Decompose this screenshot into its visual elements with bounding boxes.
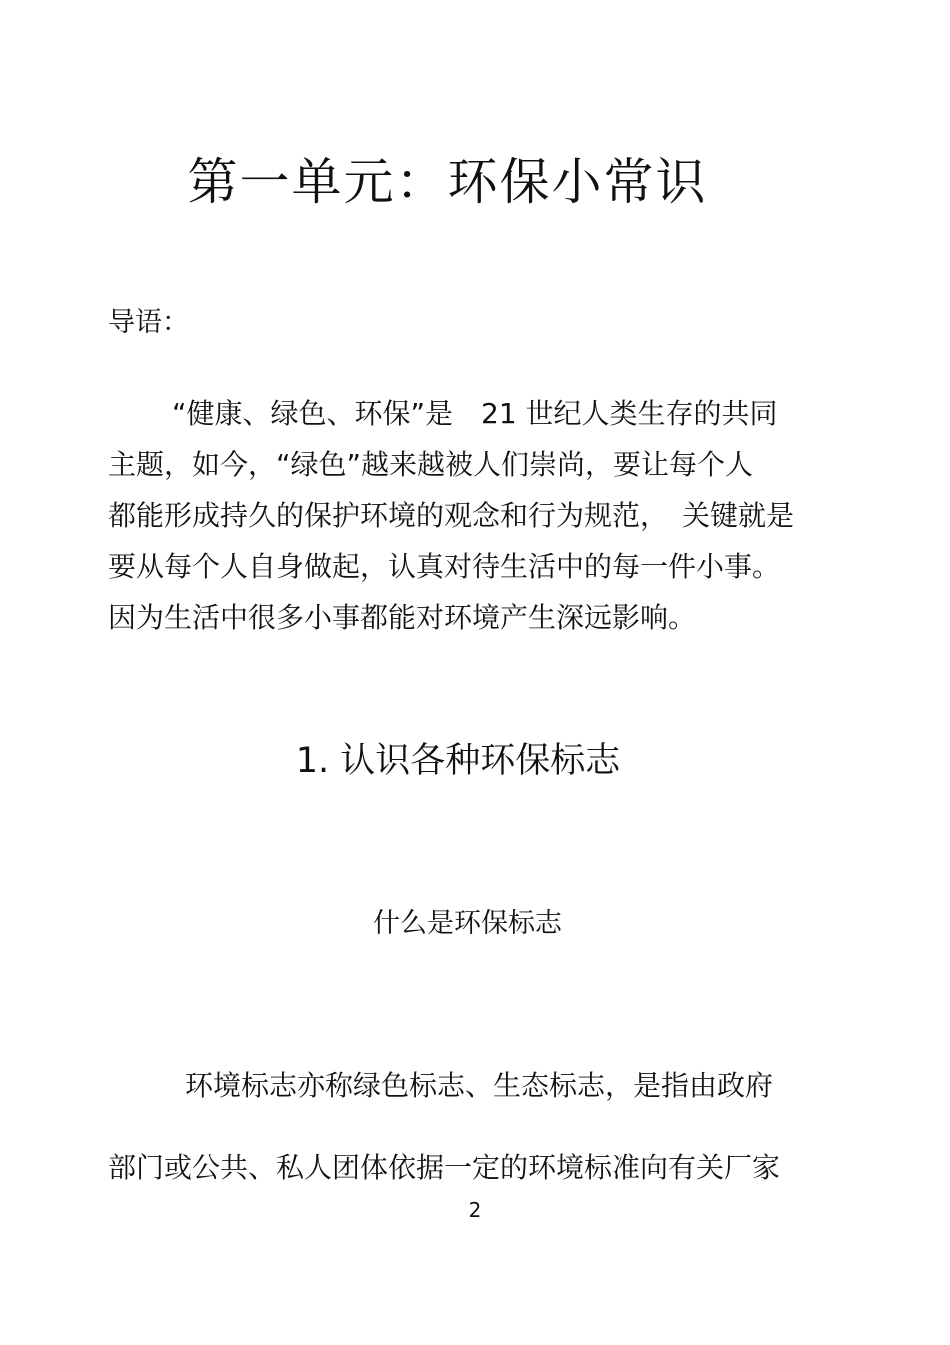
body-line: 环境标志亦称绿色标志、生态标志，是指由政府 xyxy=(185,1069,774,1102)
intro-line: 都能形成持久的保护环境的观念和行为规范， 关键就是 xyxy=(108,499,795,532)
intro-line: “健康、绿色、环保”是 21 世纪人类生存的共同 xyxy=(172,397,778,430)
subheading: 什么是环保标志 xyxy=(373,908,562,939)
intro-label: 导语： xyxy=(108,307,189,338)
intro-paragraph xyxy=(108,388,848,643)
section-heading: 1. 认识各种环保标志 xyxy=(295,741,621,781)
intro-line: 要从每个人自身做起，认真对待生活中的每一件小事。 xyxy=(108,550,781,583)
page-number: 2 xyxy=(468,1198,482,1222)
intro-line: 因为生活中很多小事都能对环境产生深远影响。 xyxy=(108,601,697,634)
body-line: 部门或公共、私人团体依据一定的环境标准向有关厂家 xyxy=(108,1151,781,1184)
intro-line: 主题，如今，“绿色”越来越被人们崇尚，要让每个人 xyxy=(108,448,754,481)
page-title: 第一单元：环保小常识 xyxy=(187,153,708,211)
